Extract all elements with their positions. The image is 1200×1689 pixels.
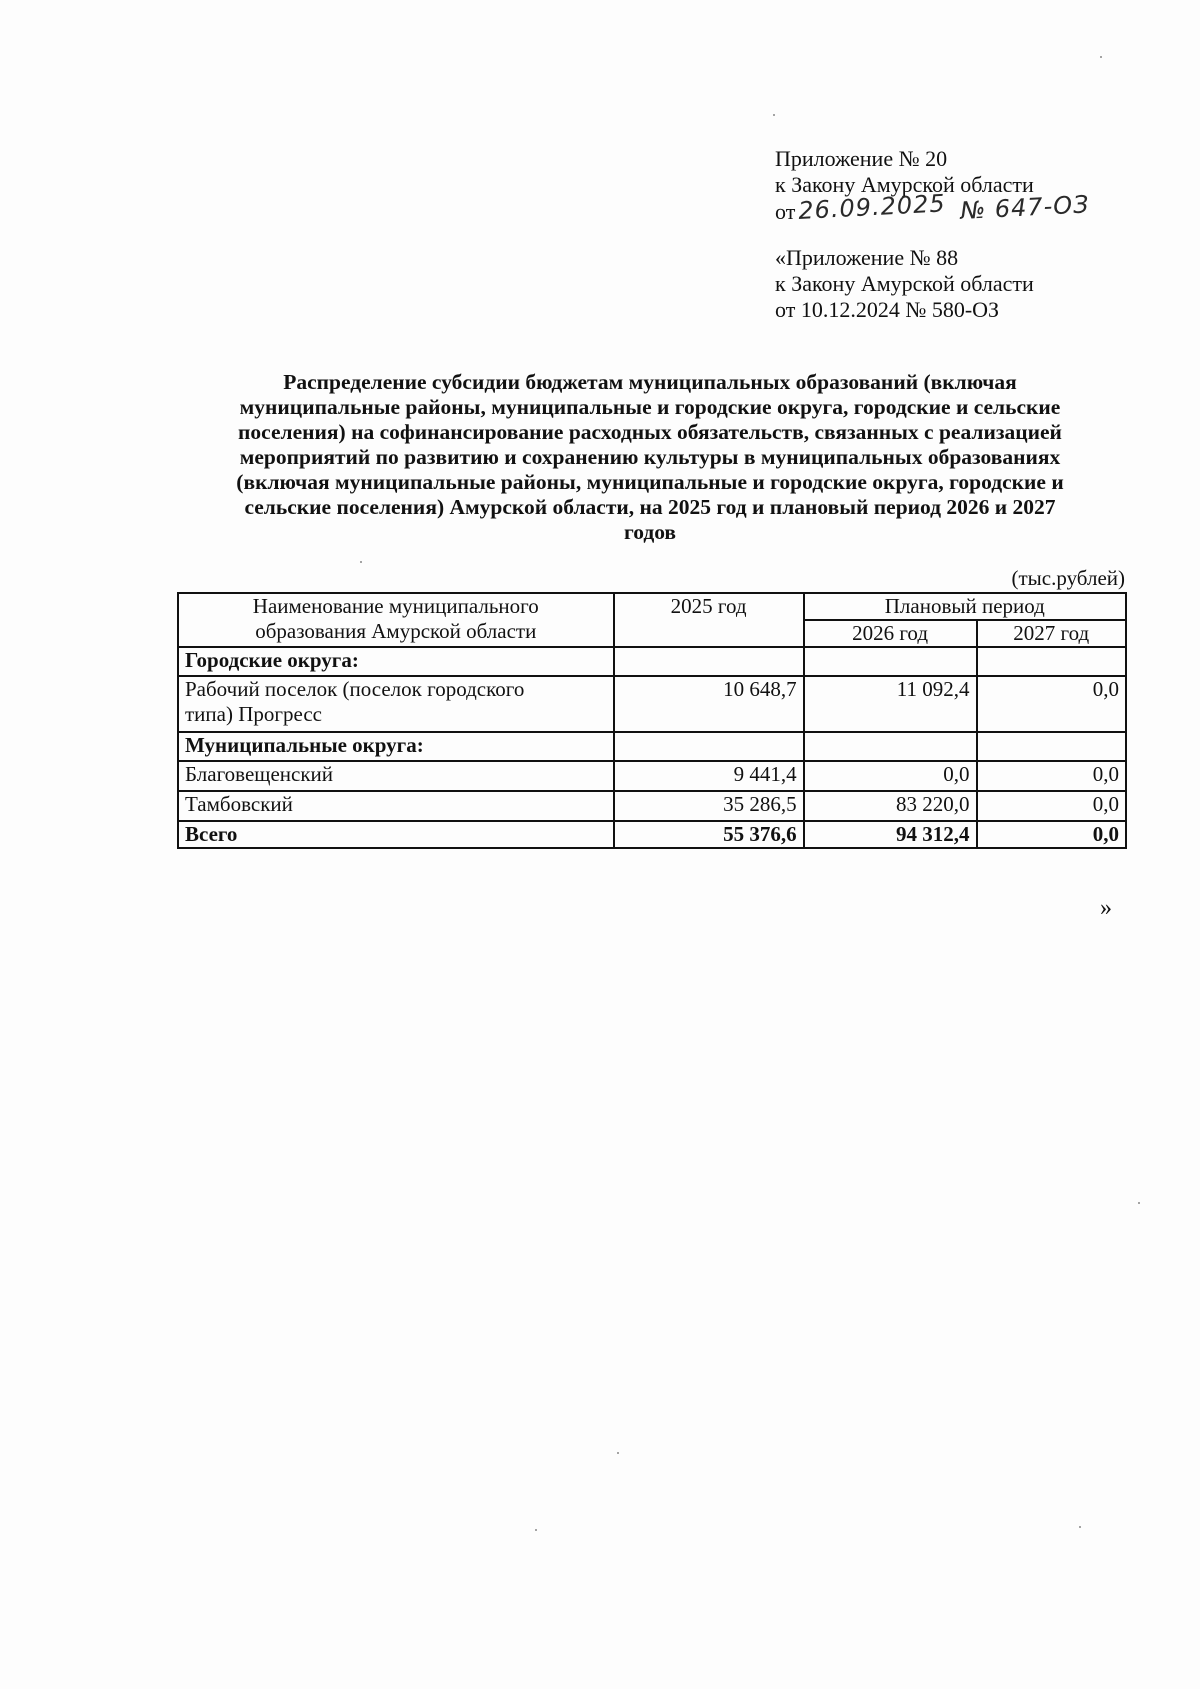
- total-2026: 94 312,4: [804, 821, 977, 848]
- value-2026: 83 220,0: [804, 791, 977, 821]
- total-label: Всего: [178, 821, 614, 848]
- value-2025: 9 441,4: [614, 761, 804, 791]
- title-line: сельские поселения) Амурской области, на 2025 год и плановый период 2026 и 2027: [244, 495, 1056, 519]
- total-row: [178, 821, 1126, 848]
- attachment-header-old: [775, 245, 1034, 323]
- date-prefix: от: [775, 199, 796, 224]
- handwritten-date: 26.09.2025: [797, 189, 947, 225]
- section-label: Городские округа:: [178, 647, 614, 676]
- scan-speck: [1100, 56, 1102, 58]
- table-header-row: [178, 593, 1126, 620]
- title-line: мероприятий по развитию и сохранению культуры в муниципальных образованиях: [239, 445, 1061, 469]
- section-row-urban: [178, 647, 1126, 676]
- scan-speck: [617, 1452, 619, 1454]
- closing-quote: »: [1100, 895, 1112, 921]
- document-title: [175, 370, 1125, 545]
- value-2025: 10 648,7: [614, 676, 804, 732]
- section-row-municipal: [178, 732, 1126, 761]
- empty-cell: [804, 647, 977, 676]
- attachment-old-title: «Приложение № 88: [775, 245, 959, 270]
- scan-speck: [773, 114, 775, 116]
- value-2027: 0,0: [977, 761, 1126, 791]
- empty-cell: [977, 647, 1126, 676]
- title-line: Распределение субсидии бюджетам муниципальных образований (включая: [283, 370, 1017, 394]
- header-municipality: [178, 593, 614, 647]
- scan-speck: [1138, 1202, 1140, 1204]
- total-2025: 55 376,6: [614, 821, 804, 848]
- attachment-old-law-ref: к Закону Амурской области: [775, 271, 1034, 296]
- header-2026: 2026 год: [804, 620, 977, 647]
- header-municipality-line1: Наименование муниципального: [252, 594, 539, 618]
- table-row: [178, 761, 1126, 791]
- attachment-law-ref: к Закону Амурской области: [775, 172, 1034, 197]
- empty-cell: [614, 732, 804, 761]
- title-line: (включая муниципальные районы, муниципальные и городские округа, городские и: [236, 470, 1064, 494]
- handwritten-number: № 647-ОЗ: [959, 190, 1090, 225]
- scan-speck: [360, 561, 362, 563]
- attachment-date-line: [775, 189, 1090, 225]
- table-row: [178, 676, 1126, 732]
- scan-speck: [535, 1529, 537, 1531]
- total-2027: 0,0: [977, 821, 1126, 848]
- section-label: Муниципальные округа:: [178, 732, 614, 761]
- header-2027: 2027 год: [977, 620, 1126, 647]
- title-line: муниципальные районы, муниципальные и городские округа, городские и сельские: [239, 395, 1061, 419]
- value-2027: 0,0: [977, 676, 1126, 732]
- attachment-title: Приложение № 20: [775, 146, 948, 171]
- header-planned-period: Плановый период: [804, 593, 1126, 620]
- subsidy-table: [177, 592, 1127, 849]
- scan-speck: [1079, 1526, 1081, 1528]
- row-name: [178, 676, 614, 732]
- units-label: (тыс.рублей): [1011, 566, 1125, 590]
- value-2027: 0,0: [977, 791, 1126, 821]
- row-name: Благовещенский: [178, 761, 614, 791]
- title-line: поселения) на софинансирование расходных обязательств, связанных с реализацией: [238, 420, 1062, 444]
- attachment-old-date: от 10.12.2024 № 580-ОЗ: [775, 297, 1000, 322]
- value-2025: 35 286,5: [614, 791, 804, 821]
- attachment-header-new: [775, 146, 1090, 225]
- empty-cell: [804, 732, 977, 761]
- row-name-line1: Рабочий поселок (поселок городского: [185, 677, 525, 701]
- header-2025: 2025 год: [614, 593, 804, 647]
- value-2026: 11 092,4: [804, 676, 977, 732]
- table-row: [178, 791, 1126, 821]
- header-municipality-line2: образования Амурской области: [255, 619, 537, 643]
- empty-cell: [977, 732, 1126, 761]
- value-2026: 0,0: [804, 761, 977, 791]
- empty-cell: [614, 647, 804, 676]
- row-name: Тамбовский: [178, 791, 614, 821]
- title-line: годов: [623, 520, 677, 544]
- row-name-line2: типа) Прогресс: [185, 702, 322, 726]
